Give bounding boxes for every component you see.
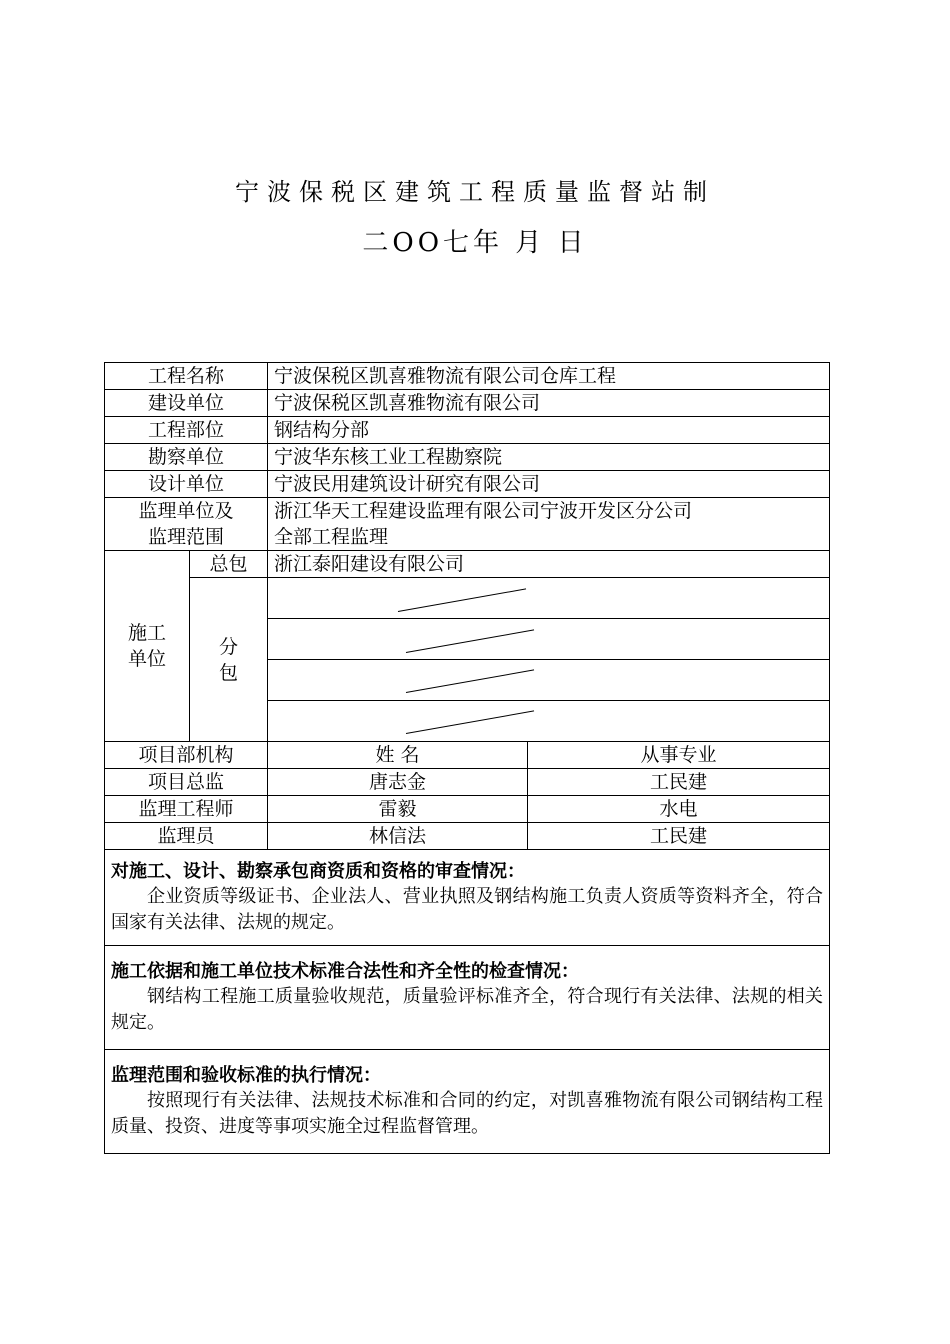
subcontractor-label xyxy=(190,578,268,742)
section-cell xyxy=(105,946,830,1050)
supervisor-label-line1: 监理单位及 xyxy=(138,500,234,522)
design-label: 设计单位 xyxy=(105,471,268,498)
section-body: 企业资质等级证书、企业法人、营业执照及钢结构施工负责人资质等资料齐全，符合国家有关法律、法规的规定。 xyxy=(111,885,824,933)
section-cell xyxy=(105,850,830,946)
part-label: 工程部位 xyxy=(105,417,268,444)
staff-header-specialty: 从事专业 xyxy=(528,742,830,769)
section-standards-check xyxy=(105,946,830,1050)
row-survey xyxy=(105,444,830,471)
staff-specialty: 水电 xyxy=(528,796,830,823)
staff-name: 唐志金 xyxy=(268,769,528,796)
subcontractor-cell-1 xyxy=(268,578,830,619)
construction-label-line1: 施工 xyxy=(127,622,166,644)
project-name-label: 工程名称 xyxy=(105,363,268,390)
issuer-title: 宁波保税区建筑工程质量监督站制 xyxy=(235,178,715,206)
staff-header-role: 项目部机构 xyxy=(105,742,268,769)
staff-header-row xyxy=(105,742,830,769)
row-subcontractor-1 xyxy=(105,578,830,619)
supervisor-value xyxy=(268,498,830,551)
section-body: 按照现行有关法律、法规技术标准和合同的约定，对凯喜雅物流有限公司钢结构工程质量、投资、进度等事项实施全过程监督管理。 xyxy=(111,1089,824,1137)
subcontractor-cell-4 xyxy=(268,701,830,742)
survey-value: 宁波华东核工业工程勘察院 xyxy=(268,444,830,471)
supervisor-company: 浙江华天工程建设监理有限公司宁波开发区分公司 xyxy=(274,500,693,522)
section-scope-execution xyxy=(105,1050,830,1154)
project-name-value: 宁波保税区凯喜雅物流有限公司仓库工程 xyxy=(268,363,830,390)
supervisor-label xyxy=(105,498,268,551)
builder-value: 宁波保税区凯喜雅物流有限公司 xyxy=(268,390,830,417)
general-contractor-label: 总包 xyxy=(190,551,268,578)
staff-role: 项目总监 xyxy=(105,769,268,796)
survey-label: 勘察单位 xyxy=(105,444,268,471)
section-body: 钢结构工程施工质量验收规范，质量验评标准齐全，符合现行有关法律、法规的相关规定。 xyxy=(111,985,824,1033)
staff-role: 监理工程师 xyxy=(105,796,268,823)
sub-label-line1: 分 xyxy=(219,635,239,658)
general-contractor-value: 浙江泰阳建设有限公司 xyxy=(268,551,830,578)
construction-label-line2: 单位 xyxy=(127,648,166,670)
sub-label-line2: 包 xyxy=(219,661,239,684)
staff-name: 林信法 xyxy=(268,823,528,850)
blank-strike-line xyxy=(406,629,534,653)
part-value: 钢结构分部 xyxy=(268,417,830,444)
staff-row xyxy=(105,823,830,850)
row-part xyxy=(105,417,830,444)
staff-specialty: 工民建 xyxy=(528,769,830,796)
section-title: 对施工、设计、勘察承包商资质和资格的审查情况： xyxy=(111,860,525,882)
supervisor-label-line2: 监理范围 xyxy=(148,526,225,548)
row-design xyxy=(105,471,830,498)
supervision-form-table xyxy=(104,362,830,1154)
design-value: 宁波民用建筑设计研究有限公司 xyxy=(268,471,830,498)
staff-name: 雷毅 xyxy=(268,796,528,823)
section-cell xyxy=(105,1050,830,1154)
blank-strike-line xyxy=(406,710,534,734)
construction-unit-label xyxy=(105,551,190,742)
builder-label: 建设单位 xyxy=(105,390,268,417)
staff-role: 监理员 xyxy=(105,823,268,850)
row-general-contractor xyxy=(105,551,830,578)
blank-strike-line xyxy=(398,588,526,612)
section-title: 施工依据和施工单位技术标准合法性和齐全性的检查情况： xyxy=(111,960,579,982)
section-title: 监理范围和验收标准的执行情况： xyxy=(111,1064,381,1086)
subcontractor-cell-3 xyxy=(268,660,830,701)
staff-row xyxy=(105,769,830,796)
row-supervisor xyxy=(105,498,830,551)
section-qualification-review xyxy=(105,850,830,946)
staff-row xyxy=(105,796,830,823)
staff-specialty: 工民建 xyxy=(528,823,830,850)
row-builder xyxy=(105,390,830,417)
subcontractor-cell-2 xyxy=(268,619,830,660)
supervisor-scope: 全部工程监理 xyxy=(274,526,389,548)
issue-date: 二OO七年 月 日 xyxy=(362,228,588,258)
blank-strike-line xyxy=(406,669,534,693)
row-project-name xyxy=(105,363,830,390)
staff-header-name: 姓 名 xyxy=(268,742,528,769)
